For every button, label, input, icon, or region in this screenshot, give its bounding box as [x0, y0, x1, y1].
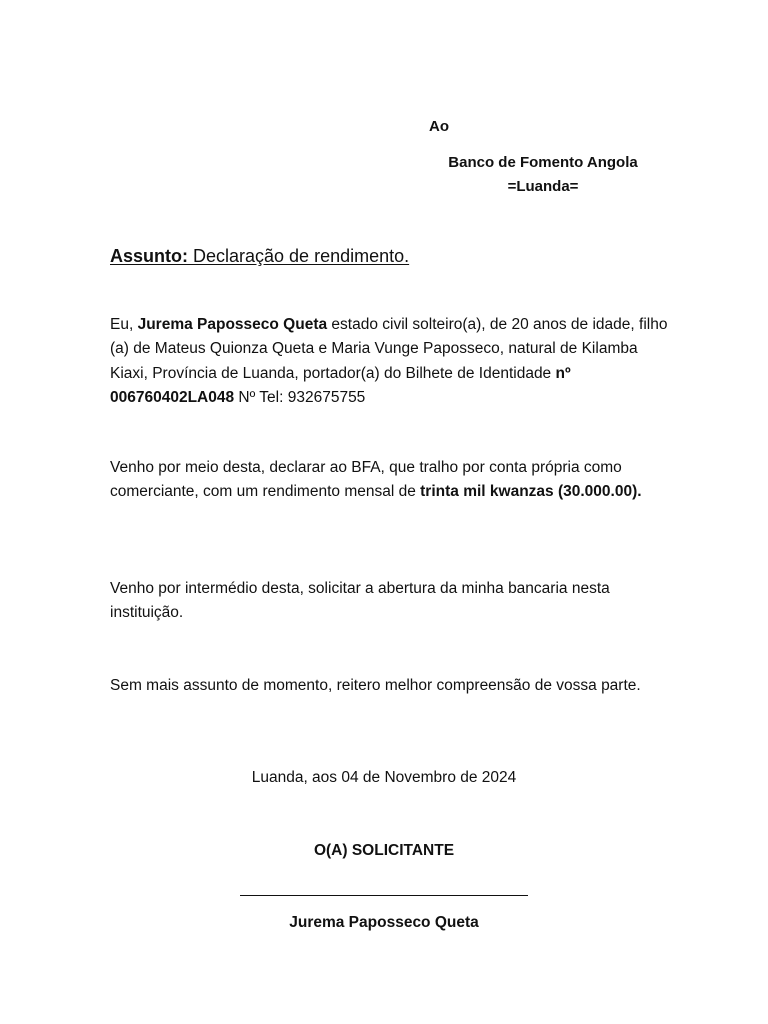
- recipient-prefix: Ao: [429, 118, 449, 135]
- paragraph-identification: [110, 313, 670, 410]
- paragraph-lead: Eu,: [110, 316, 138, 333]
- paragraph-closing: Sem mais assunto de momento, reitero melhor compreensão de vossa parte.: [110, 677, 641, 694]
- paragraph-income: [110, 456, 670, 505]
- subject-text: Declaração de rendimento.: [188, 246, 410, 266]
- applicant-name: Jurema Paposseco Queta: [137, 316, 328, 333]
- phone-text: Nº Tel: 932675755: [234, 388, 366, 406]
- income-amount: trinta mil kwanzas (30.000.00).: [420, 483, 642, 501]
- subject-line: [110, 246, 409, 267]
- recipient-bank-name: Banco de Fomento Angola: [448, 154, 638, 171]
- id-number: nº 006760402LA048: [110, 364, 571, 406]
- signer-name: Jurema Paposseco Queta: [289, 914, 479, 931]
- paragraph-request: Venho por intermédio desta, solicitar a abertura da minha bancaria nesta instituição.: [110, 580, 610, 622]
- signer-role: O(A) SOLICITANTE: [313, 842, 455, 859]
- signature-line: [240, 895, 528, 896]
- recipient-city: =Luanda=: [507, 178, 579, 195]
- subject-label: Assunto:: [110, 246, 188, 266]
- paragraph-income-text: Venho por meio desta, declarar ao BFA, que tralho por conta própria como comerciante, com um rendimento mensal de: [110, 459, 622, 501]
- date-line: Luanda, aos 04 de Novembro de 2024: [251, 769, 517, 786]
- paragraph-identification-text: estado civil solteiro(a), de 20 anos de idade, filho (a) de Mateus Quionza Queta e Maria Vunge Paposseco, natural de Kilamba Kiaxi, Província de Luanda, portador(a) do Bilhete de Identidade: [110, 316, 668, 382]
